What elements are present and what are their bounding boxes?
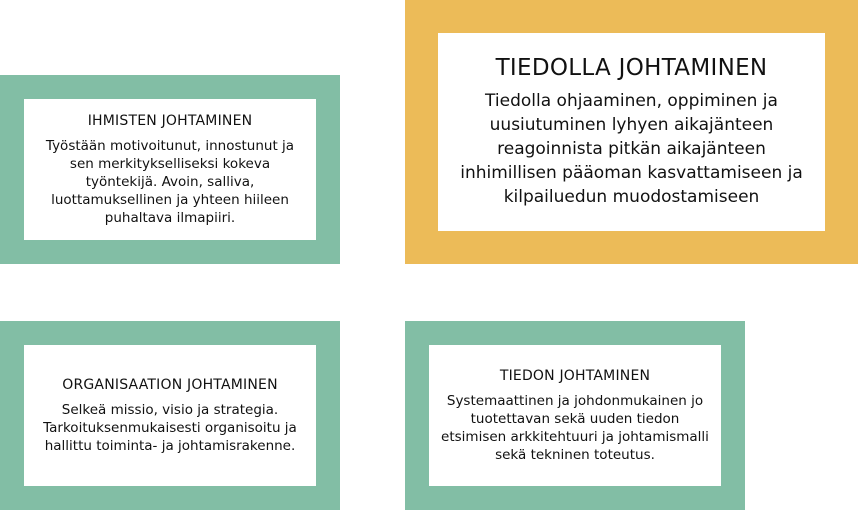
knowledge-management-title: TIEDON JOHTAMINEN <box>499 367 651 384</box>
data-driven-management-title: TIEDOLLA JOHTAMINEN <box>495 55 768 81</box>
organization-management-text: Selkeä missio, visio ja strategia. Tarkoituksenmukaisesti organisoitu ja hallittu toiminta- ja johtamisrakenne. <box>43 401 297 454</box>
data-driven-management-box <box>405 0 858 264</box>
people-management-panel <box>24 99 316 240</box>
organization-management-title: ORGANISAATION JOHTAMINEN <box>62 376 278 393</box>
people-management-text: Työstään motivoitunut, innostunut ja sen merkitykselliseksi kokeva työntekijä. Avoin, salliva, luottamuksellinen ja yhteen hiileen puhaltava ilmapiiri. <box>45 137 295 226</box>
organization-management-box <box>0 321 340 510</box>
knowledge-management-text: Systemaattinen ja johdonmukainen jo tuotettavan sekä uuden tiedon etsimisen arkkitehtuuri ja johtamismalli sekä tekninen toteutus. <box>441 392 709 463</box>
people-management-box <box>0 75 340 264</box>
people-management-title: IHMISTEN JOHTAMINEN <box>87 112 253 129</box>
knowledge-management-box <box>405 321 745 510</box>
data-driven-management-text: Tiedolla ohjaaminen, oppiminen ja uusiutuminen lyhyen aikajänteen reagoinnista pitkän aikajänteen inhimillisen pääoman kasvattamiseen ja kilpailuedun muodostamiseen <box>460 91 803 207</box>
data-driven-management-panel <box>438 33 825 231</box>
organization-management-panel <box>24 345 316 486</box>
knowledge-management-panel <box>429 345 721 486</box>
